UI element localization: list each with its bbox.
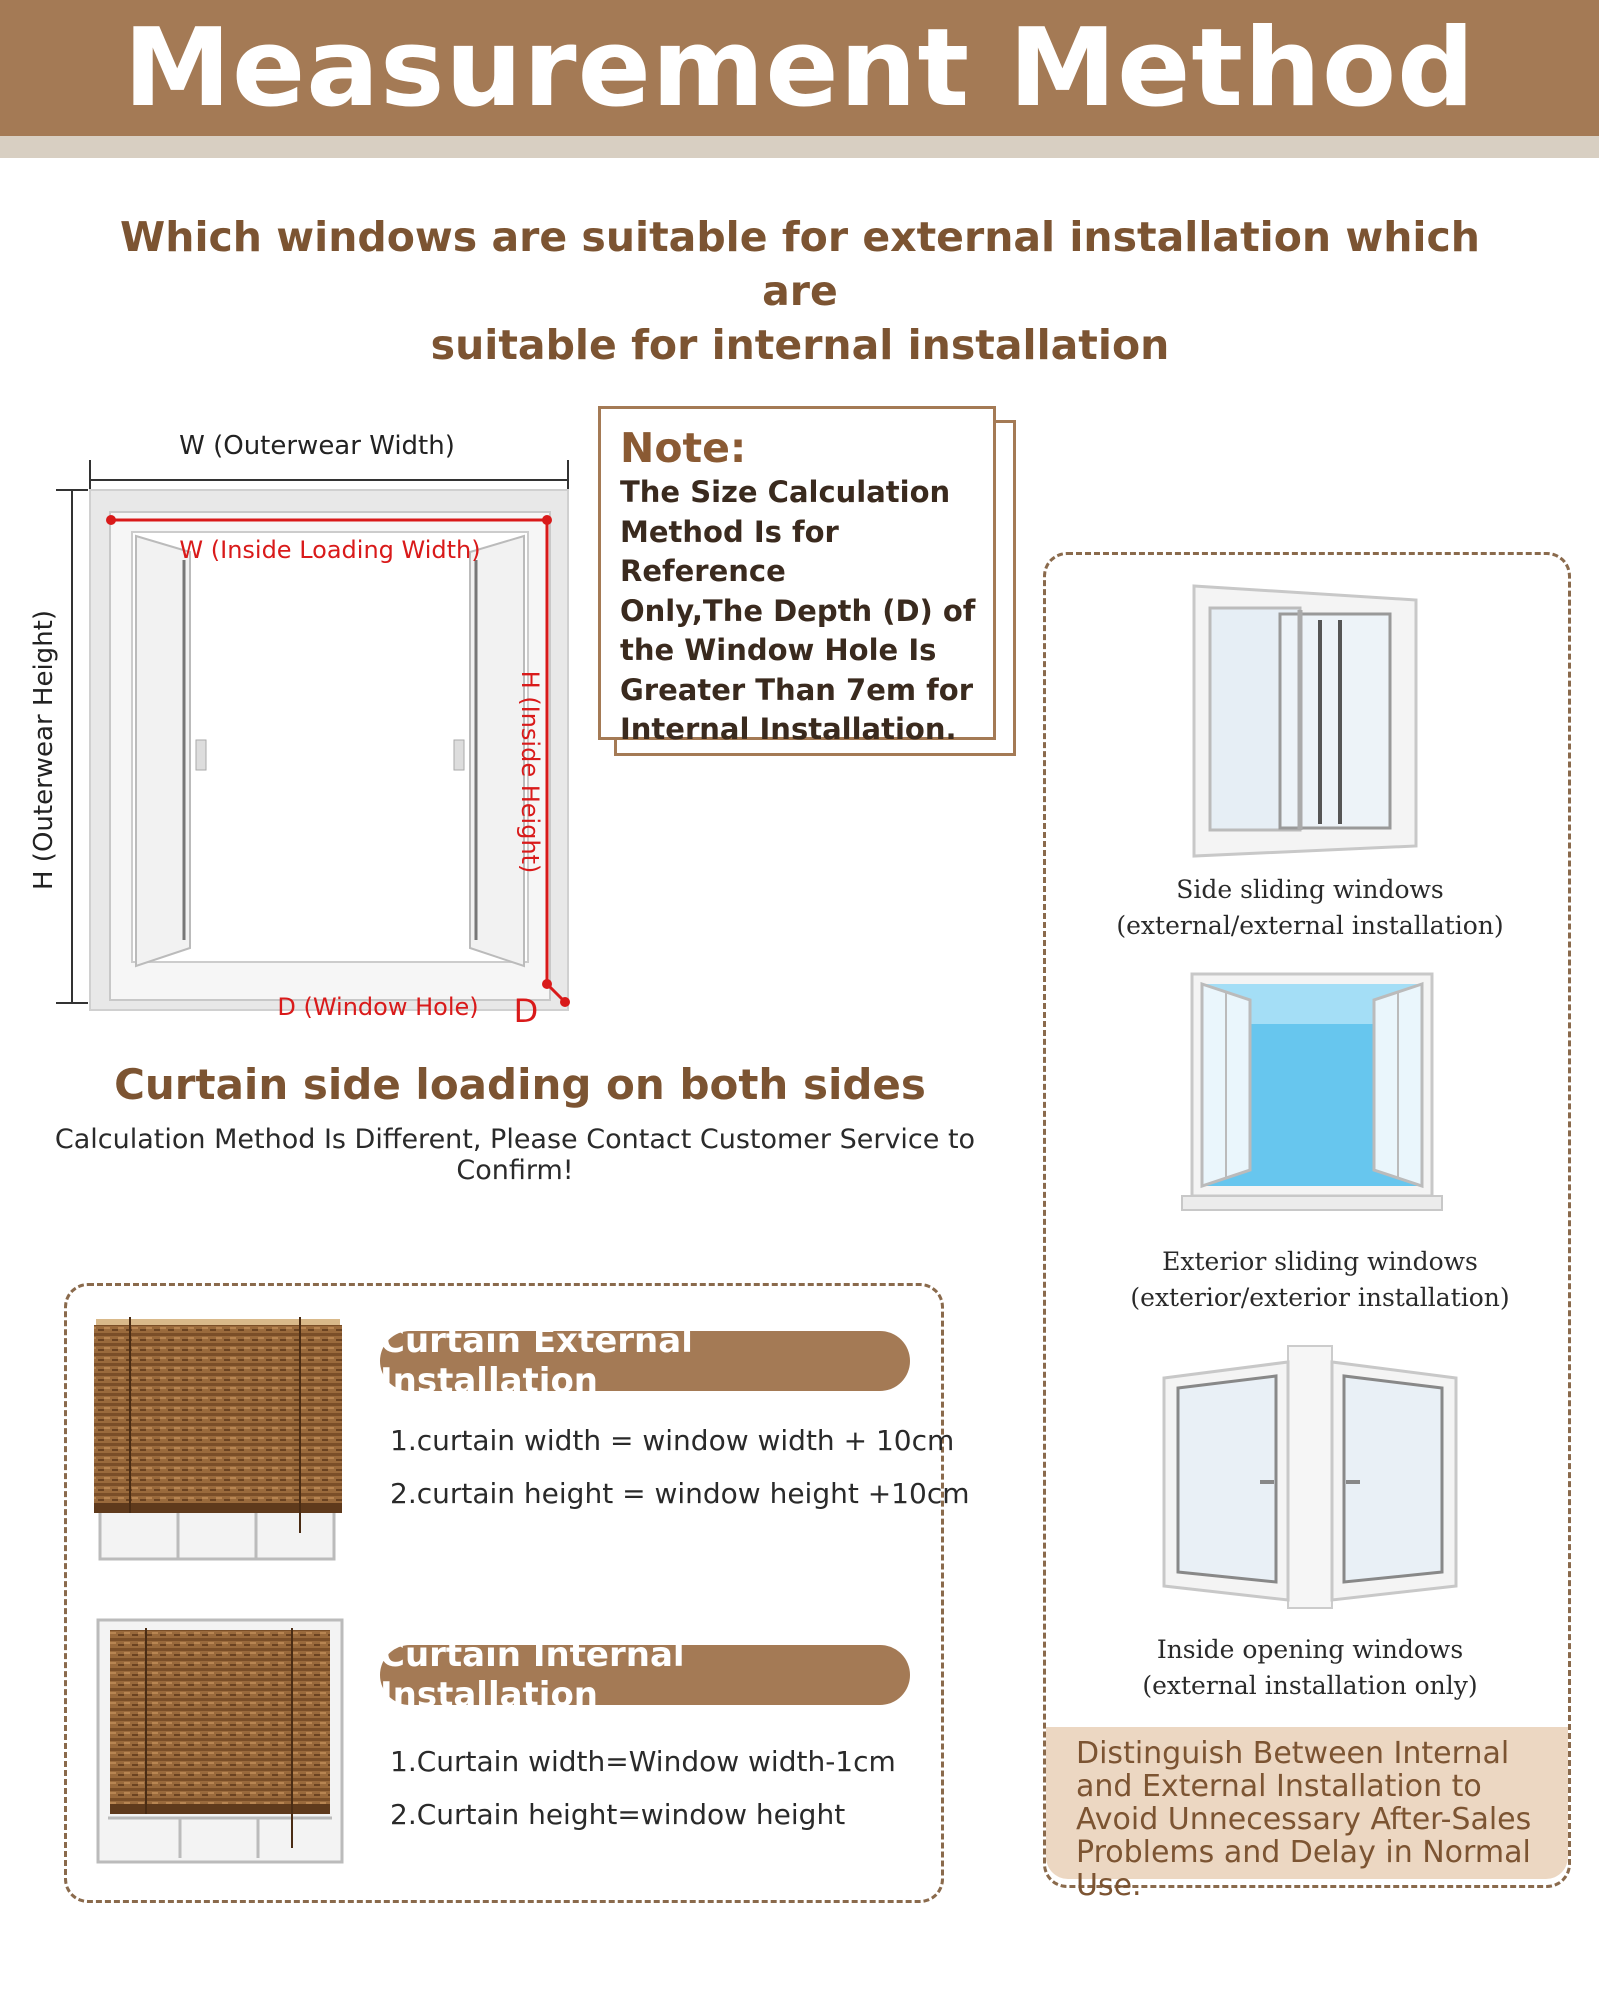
exterior-sliding-window-image — [1180, 970, 1444, 1225]
note-line: Only,The Depth (D) of — [620, 593, 976, 628]
caption-line: Exterior sliding windows — [1162, 1247, 1478, 1276]
inside-opening-caption — [1080, 1632, 1540, 1704]
side-sliding-caption — [1080, 872, 1540, 944]
note-line: The Size Calculation — [620, 475, 951, 509]
caption-line: Inside opening windows — [1156, 1635, 1464, 1664]
caption-line: (external installation only) — [1142, 1671, 1478, 1700]
inside-height-label: H (Inside Height) — [516, 670, 544, 874]
internal-formula-height: 2.Curtain height=window height — [390, 1798, 846, 1831]
curtain-heading: Curtain side loading on both sides — [114, 1060, 926, 1109]
note-line: Method Is for Reference — [620, 514, 839, 588]
exterior-sliding-caption — [1090, 1244, 1550, 1316]
external-formula-width: 1.curtain width = window width + 10cm — [390, 1424, 955, 1457]
right-sash — [470, 536, 524, 966]
window-hole-label: D (Window Hole) — [277, 993, 479, 1021]
note-body — [620, 473, 990, 750]
outer-width-label: W (Outerwear Width) — [179, 431, 455, 461]
depth-letter: D — [513, 992, 539, 1030]
external-formula-height: 2.curtain height = window height +10cm — [390, 1477, 970, 1510]
caption-line: Side sliding windows — [1176, 875, 1444, 904]
subtitle — [80, 210, 1520, 372]
caption-line: (exterior/exterior installation) — [1130, 1283, 1510, 1312]
subtitle-line-2: suitable for internal installation — [430, 321, 1170, 369]
inside-opening-window-image — [1160, 1342, 1460, 1612]
note-title: Note: — [620, 424, 747, 472]
window-measurement-diagram — [20, 420, 600, 1040]
note-line: the Window Hole Is — [620, 633, 937, 667]
warning-text: Distinguish Between Internal and External Installation to Avoid Unnecessary After-Sales Problems and Delay in Normal Use. — [1076, 1736, 1532, 1903]
internal-installation-label: Curtain Internal Installation — [380, 1645, 910, 1705]
right-handle — [454, 740, 464, 770]
window-opening — [132, 532, 528, 962]
internal-curtain-image — [96, 1618, 344, 1864]
side-sliding-window-image — [1180, 580, 1430, 860]
left-sash — [136, 536, 190, 966]
header-strip — [0, 136, 1599, 158]
external-installation-label: Curtain External Installation — [380, 1331, 910, 1391]
note-line: Greater Than 7em for — [620, 672, 974, 707]
note-line: Internal Installation. — [620, 712, 957, 746]
subtitle-line-1: Which windows are suitable for external installation which are — [120, 213, 1480, 315]
internal-formula-width: 1.Curtain width=Window width-1cm — [390, 1745, 896, 1778]
inside-width-label: W (Inside Loading Width) — [179, 536, 481, 564]
caption-line: (external/external installation) — [1116, 911, 1504, 940]
left-handle — [196, 740, 206, 770]
external-curtain-image — [90, 1313, 346, 1565]
outer-height-label: H (Outerwear Height) — [29, 609, 59, 891]
curtain-subtext: Calculation Method Is Different, Please Contact Customer Service to Confirm! — [54, 1124, 976, 1186]
page-title: Measurement Method — [123, 5, 1476, 131]
